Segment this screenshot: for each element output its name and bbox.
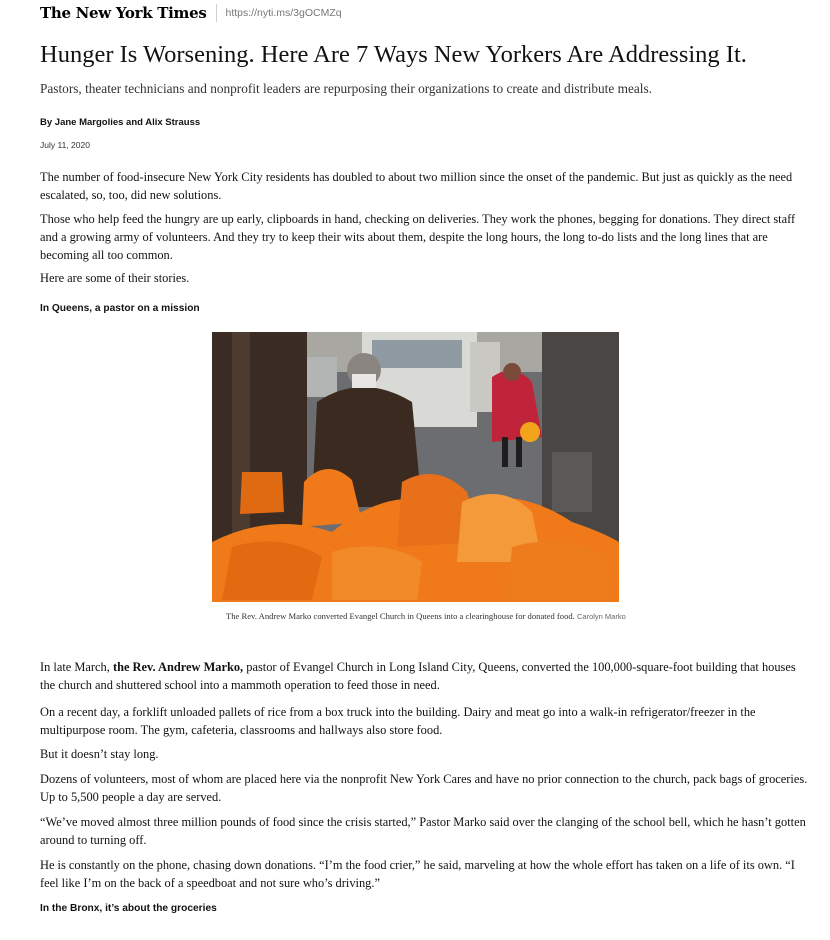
nyt-logo[interactable]: The New York Times [40,4,217,22]
body-paragraph: But it doesn’t stay long. [40,747,159,761]
body-paragraph: He is constantly on the phone, chasing down donations. “I’m the food crier,” he said, marveling at how the whole effort has taken on a life of its own. “I feel like I’m on the back of a speedboat and not sure who’s driving.” [40,858,795,890]
photo-credit: Carolyn Marko [576,612,626,621]
byline: By Jane Margolies and Alix Strauss [40,117,201,128]
lead-bold-name: the Rev. Andrew Marko, [112,660,244,674]
top-bar [40,0,342,26]
lead-text-end: pastor of Evangel Church in Long Island City, Queens, converted the 100,000-square-foot building that houses the church and shuttered school into a mammoth operation to feed those in need. [40,660,796,692]
intro-paragraph: The number of food-insecure New York City residents has doubled to about two million since the onset of the pandemic. But just as quickly as the need escalated, so, too, did new solutions. [40,170,793,202]
article-photo [212,332,619,602]
intro-paragraph: Those who help feed the hungry are up early, clipboards in hand, checking on deliveries. They work the phones, begging for donations. They direct staff and a growing army of volunteers. And they try to keep their wits about them, despite the long hours, the long to-do lists and the long lines that are becoming all too common. [40,212,796,262]
caption-text: The Rev. Andrew Marko converted Evangel Church in Queens into a clearinghouse for donated food. [226,611,575,621]
body-paragraph: On a recent day, a forklift unloaded pallets of rice from a box truck into the building. Dairy and meat go into a walk-in refrigerator/freezer in the multipurpose room. The gym, cafeteria, classrooms and hallways also store food. [40,705,756,737]
section-lead-paragraph [40,658,810,694]
intro-paragraph: Here are some of their stories. [40,271,190,285]
publish-date: July 11, 2020 [40,140,90,150]
short-url-link[interactable]: https://nyti.ms/3gOCMZq [225,7,342,19]
photo-caption [226,610,626,624]
lead-text-start: In late March, [40,660,113,674]
section-heading-queens: In Queens, a pastor on a mission [40,303,200,314]
headline: Hunger Is Worsening. Here Are 7 Ways New Yorkers Are Addressing It. [40,41,747,68]
section-heading-bronx: In the Bronx, it’s about the groceries [40,903,217,914]
summary: Pastors, theater technicians and nonprofit leaders are repurposing their organizations to create and distribute meals. [40,81,652,96]
body-paragraph: “We’ve moved almost three million pounds of food since the crisis started,” Pastor Marko said over the clanging of the school bell, which he hasn’t gotten around to turning off. [40,815,806,847]
body-paragraph: Dozens of volunteers, most of whom are placed here via the nonprofit New York Cares and have no prior connection to the church, pack bags of groceries. Up to 5,500 people a day are served. [40,772,808,804]
